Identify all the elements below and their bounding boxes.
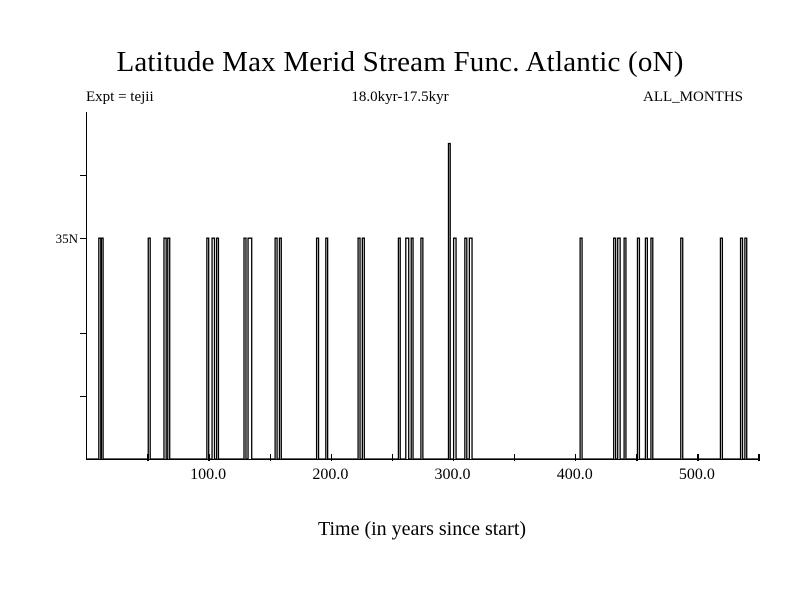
x-tick <box>392 454 394 461</box>
period-label: 18.0kyr-17.5kyr <box>351 89 449 105</box>
x-tick <box>514 454 516 461</box>
x-tick <box>270 454 272 461</box>
x-tick <box>147 454 149 461</box>
x-tick <box>636 454 638 461</box>
months-label: ALL_MONTHS <box>643 89 743 105</box>
x-tick <box>697 454 699 461</box>
x-tick-label: 200.0 <box>312 466 349 483</box>
x-axis-title: Time (in years since start) <box>317 518 527 540</box>
y-tick <box>80 175 87 177</box>
x-tick-label: 400.0 <box>556 466 593 483</box>
x-tick-label: 300.0 <box>434 466 471 483</box>
x-tick <box>208 454 210 461</box>
x-tick-label: 500.0 <box>678 466 715 483</box>
x-tick <box>758 454 760 461</box>
plot-inner <box>87 112 758 459</box>
x-tick <box>575 454 577 461</box>
x-tick <box>453 454 455 461</box>
y-tick <box>80 238 87 240</box>
x-tick-label: 100.0 <box>190 466 227 483</box>
y-tick <box>80 396 87 398</box>
page-title: Latitude Max Merid Stream Func. Atlantic (oN) <box>116 46 684 78</box>
y-tick-label: 35N <box>55 230 78 246</box>
experiment-label: Expt = tejii <box>86 89 154 105</box>
series-line <box>87 112 758 459</box>
y-tick <box>80 333 87 335</box>
x-tick <box>331 454 333 461</box>
plot-area <box>86 112 758 460</box>
